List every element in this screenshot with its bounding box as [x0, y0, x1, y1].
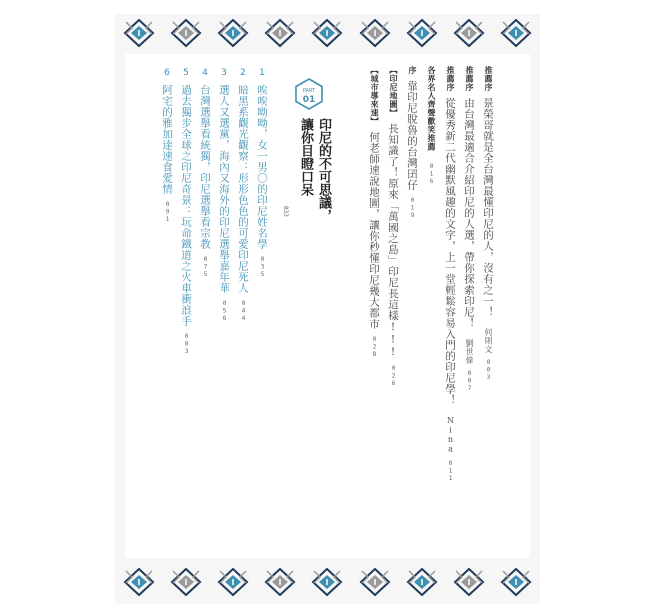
part-badge-hexagon-icon	[295, 78, 323, 110]
entry-text: 靠印尼脫魯的台灣囝仔	[406, 80, 418, 191]
part-title-line-1: 印尼的不可思議，	[316, 118, 331, 222]
entry-text: 何老師速說地圖，讓你秒懂印尼幾大都市	[368, 131, 380, 330]
ornament-motif-icon	[216, 18, 250, 48]
entry-text: 由台灣最適合介紹印尼的人選，帶你探索印尼！	[463, 97, 475, 329]
chapter-entry-3[interactable]	[218, 68, 230, 322]
chapter-title: 台灣選舉看統獨，印尼選舉看宗教	[199, 84, 211, 250]
chapter-number: 1	[257, 68, 267, 79]
ornament-motif-icon	[169, 567, 203, 597]
chapter-number: 2	[238, 68, 248, 79]
ornament-motif-icon	[452, 567, 486, 597]
entry-page: 016	[428, 163, 435, 186]
toc-entry-foreword-1[interactable]	[482, 66, 494, 382]
chapter-number: 5	[181, 68, 191, 79]
chapter-entry-4[interactable]	[199, 68, 211, 278]
ornament-motif-icon	[263, 18, 297, 48]
chapter-number: 3	[219, 68, 229, 79]
ornament-motif-icon	[310, 18, 344, 48]
chapter-number: 6	[162, 68, 172, 79]
toc-entry-endorsements[interactable]	[425, 66, 437, 186]
ornament-motif-icon	[122, 18, 156, 48]
chapter-page: 035	[259, 255, 266, 278]
part-title-line-2: 讓你目瞪口呆	[298, 118, 313, 196]
chapter-entry-6[interactable]	[161, 68, 173, 223]
entry-page: 011	[447, 459, 454, 482]
chapter-page: 075	[202, 255, 209, 278]
entry-author: 劉世偉	[465, 338, 474, 364]
entry-heading: 各界名人齊聲歡笑推薦	[427, 66, 436, 151]
chapter-page: 044	[240, 299, 247, 322]
page-sheet	[115, 14, 540, 604]
ornament-motif-icon	[499, 567, 533, 597]
toc-entry-foreword-2[interactable]	[463, 66, 475, 393]
entry-text: 長知識了！原來「萬國之島」印尼長這樣!!!	[387, 123, 399, 359]
chapter-title: 過去獨步全球之印尼奇景：玩命鐵道之火車衝浪手	[180, 84, 192, 327]
entry-heading: 推薦序	[446, 66, 455, 92]
entry-heading: 【印尼地圖】	[389, 66, 398, 117]
entry-author: Nina	[446, 415, 455, 454]
ornament-motif-icon	[263, 567, 297, 597]
ornament-motif-icon	[405, 18, 439, 48]
ornament-motif-icon	[358, 567, 392, 597]
ornament-motif-icon	[452, 18, 486, 48]
top-ornament-band	[115, 16, 540, 50]
bottom-ornament-band	[115, 565, 540, 599]
ornament-motif-icon	[310, 567, 344, 597]
entry-heading: 【城市導來速】	[370, 66, 379, 126]
chapter-title: 唉唉呦呦，女一男〇的印尼姓名學	[256, 84, 268, 250]
ornament-motif-icon	[405, 567, 439, 597]
toc-entry-map[interactable]	[387, 66, 399, 387]
ornament-motif-icon	[499, 18, 533, 48]
entry-heading: 推薦序	[465, 66, 474, 92]
part-badge-number: 01	[302, 95, 316, 105]
entry-text: 景榮哥就是全台灣最懂印尼的人，沒有之一！	[482, 97, 494, 318]
entry-page: 026	[390, 364, 397, 387]
entry-page: 007	[466, 370, 473, 393]
chapter-title: 阿宅的雅加達速食愛情	[161, 84, 173, 195]
part-badge-label: PART	[302, 88, 316, 94]
chapter-entry-5[interactable]	[180, 68, 192, 355]
ornament-motif-icon	[122, 567, 156, 597]
chapter-number: 4	[200, 68, 210, 79]
chapter-entry-2[interactable]	[237, 68, 249, 322]
chapter-page: 091	[164, 200, 171, 223]
toc-entry-preface[interactable]	[406, 66, 418, 219]
chapter-page: 056	[221, 299, 228, 322]
part-page-number: 033	[282, 206, 289, 217]
ornament-motif-icon	[216, 567, 250, 597]
toc-entry-city-guide[interactable]	[368, 66, 380, 358]
ornament-motif-icon	[169, 18, 203, 48]
entry-heading: 序	[408, 66, 417, 75]
entry-page: 019	[409, 196, 416, 219]
toc-entry-foreword-3[interactable]	[444, 66, 456, 482]
chapter-title: 暗黑系觀光觀察：形形色色的可愛印尼死人	[237, 84, 249, 294]
entry-page: 003	[485, 359, 492, 382]
entry-page: 028	[371, 335, 378, 358]
ornament-motif-icon	[358, 18, 392, 48]
chapter-entry-1[interactable]	[256, 68, 268, 278]
chapter-page: 083	[183, 332, 190, 355]
entry-author: 何則文	[484, 327, 493, 353]
entry-text: 從優秀新二代幽默風趣的文字，上一堂輕鬆容易入門的印尼學！	[444, 97, 456, 406]
entry-heading: 推薦序	[484, 66, 493, 92]
chapter-title: 選人又選黨，海內又海外的印尼選舉嘉年華	[218, 84, 230, 294]
